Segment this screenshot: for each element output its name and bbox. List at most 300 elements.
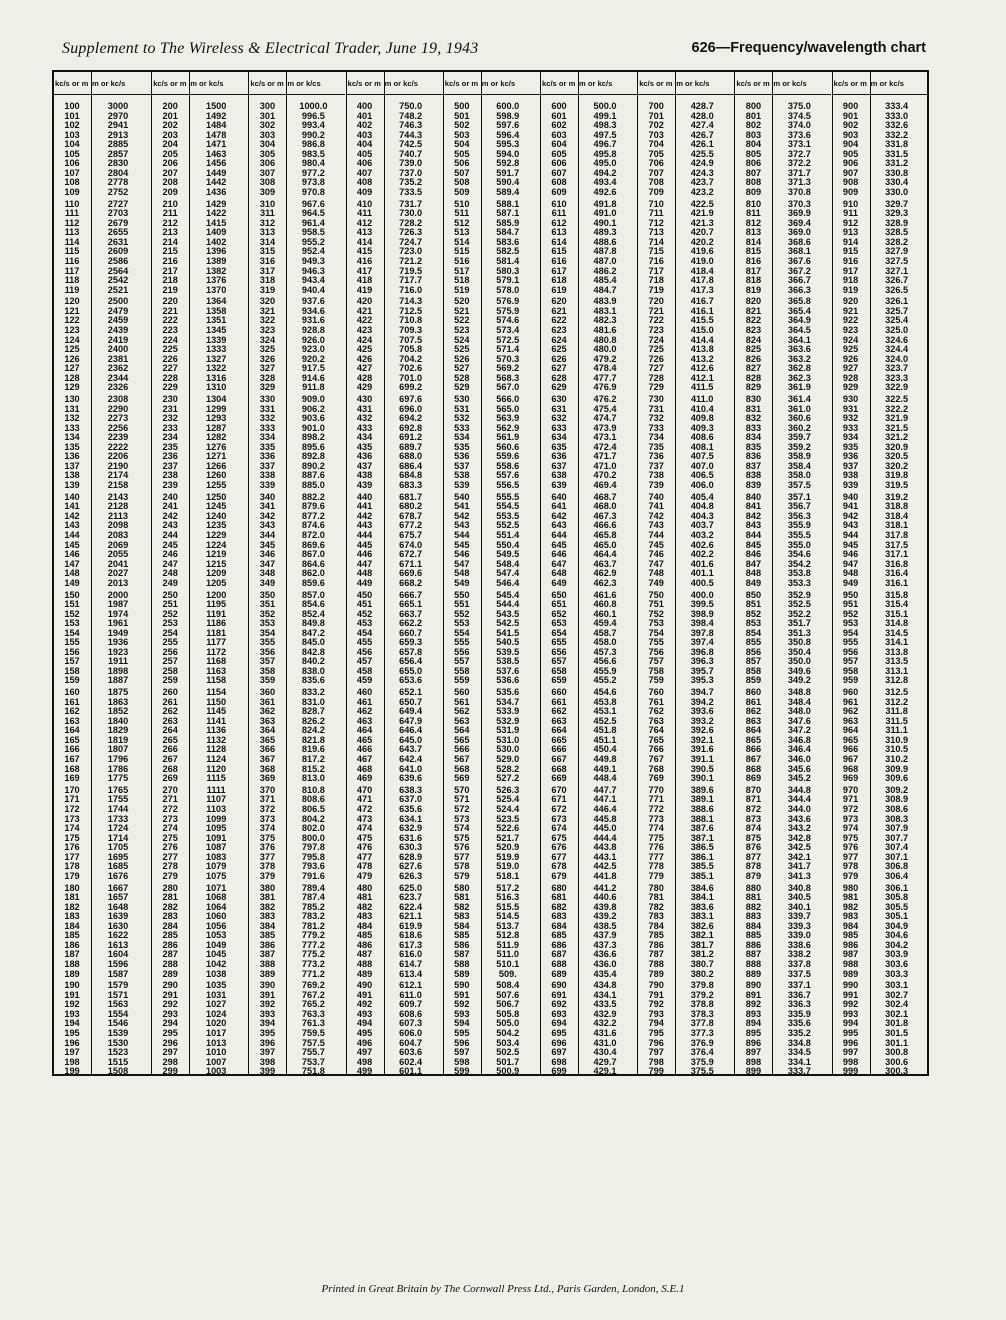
wavelength-value: 1775	[107, 773, 129, 784]
wavelength-value: 444.4	[593, 832, 617, 843]
frequency-value: 346	[259, 549, 276, 560]
frequency-value: 662	[551, 706, 567, 717]
wavelength-value: 312.2	[885, 696, 909, 707]
wavelength-value: 425.5	[690, 148, 714, 159]
table-row	[347, 872, 443, 882]
wavelength-value: 363.6	[787, 344, 811, 355]
frequency-value: 325	[259, 344, 276, 355]
frequency-value: 300	[259, 101, 276, 111]
frequency-value: 678	[551, 861, 567, 872]
frequency-value: 879	[745, 870, 762, 881]
frequency-value: 789	[648, 968, 664, 979]
frequency-value: 797	[648, 1047, 664, 1058]
frequency-value: 630	[551, 394, 567, 405]
wavelength-value: 660.7	[399, 627, 423, 638]
wavelength-value: 539.5	[496, 646, 520, 657]
wavelength-value: 892.8	[301, 451, 325, 462]
frequency-value: 474	[356, 823, 373, 834]
wavelength-value: 451.8	[593, 725, 617, 736]
wavelength-value: 1358	[205, 305, 227, 316]
wavelength-value: 618.6	[399, 930, 423, 941]
frequency-value: 549	[454, 577, 470, 588]
frequency-value: 101	[64, 110, 80, 121]
frequency-value: 614	[551, 236, 567, 247]
wavelength-value: 744.3	[399, 129, 423, 140]
wavelength-value: 1128	[206, 744, 227, 755]
frequency-value: 696	[551, 1037, 567, 1048]
column-header	[638, 72, 734, 95]
wavelength-value: 403.2	[690, 529, 714, 540]
table-row	[638, 872, 734, 882]
wavelength-value: 560.6	[496, 441, 520, 452]
frequency-value: 123	[64, 325, 80, 336]
wavelength-value: 453.1	[593, 706, 617, 717]
frequency-value: 257	[162, 656, 178, 667]
wavelength-value: 430.4	[593, 1047, 617, 1058]
frequency-value: 616	[551, 255, 567, 266]
frequency-value: 500	[454, 101, 470, 111]
wavelength-value: 501.7	[496, 1056, 520, 1067]
frequency-value: 557	[454, 656, 470, 667]
wavelength-value: 550.4	[496, 539, 520, 550]
frequency-value: 900	[842, 101, 859, 111]
frequency-value: 590	[454, 980, 470, 991]
wavelength-value: 1887	[107, 675, 129, 686]
wavelength-value: 488.6	[593, 236, 617, 247]
wavelength-value: 357.5	[787, 480, 811, 491]
frequency-value: 575	[454, 832, 470, 843]
wavelength-value: 737.0	[399, 167, 423, 178]
wavelength-value: 567.0	[496, 382, 520, 393]
wavelength-value: 769.2	[301, 980, 325, 991]
wavelength-value: 321.9	[885, 413, 909, 424]
wavelength-value: 477.7	[593, 372, 617, 383]
frequency-value: 814	[745, 236, 762, 247]
wavelength-value: 475.4	[593, 403, 617, 414]
wavelength-value: 592.8	[496, 158, 520, 169]
frequency-value: 303	[259, 129, 276, 140]
wavelength-value: 396.3	[690, 656, 714, 667]
wavelength-value: 717.7	[399, 275, 423, 286]
wavelength-value: 1539	[107, 1028, 129, 1039]
frequency-value: 304	[259, 139, 276, 150]
wavelength-value: 340.8	[787, 882, 811, 893]
wavelength-value: 594.0	[496, 148, 520, 159]
wavelength-value: 407.5	[690, 451, 714, 462]
wavelength-value: 1530	[107, 1037, 129, 1048]
frequency-value: 632	[551, 413, 567, 424]
frequency-value: 560	[454, 687, 470, 698]
frequency-value: 807	[745, 167, 762, 178]
frequency-value: 136	[64, 451, 80, 462]
frequency-value: 521	[454, 305, 470, 316]
table-row	[541, 676, 637, 686]
frequency-value: 141	[64, 501, 80, 512]
wavelength-value: 2778	[107, 177, 129, 188]
wavelength-value: 417.8	[690, 275, 714, 286]
frequency-value: 547	[454, 558, 470, 569]
table-row	[833, 481, 929, 491]
wavelength-value: 503.4	[496, 1037, 520, 1048]
wavelength-value: 324.4	[885, 344, 909, 355]
header-label-m-or-kcs: m or kc/s	[579, 79, 613, 88]
frequency-value: 804	[745, 139, 762, 150]
wavelength-value: 777.2	[301, 939, 325, 950]
frequency-value: 250	[162, 589, 178, 600]
header-label-m-or-kcs: m or kc/s	[92, 79, 126, 88]
wavelength-value: 364.1	[787, 334, 811, 345]
wavelength-value: 874.6	[301, 520, 325, 531]
wavelength-value: 1000.0	[299, 101, 328, 111]
frequency-value: 761	[648, 696, 664, 707]
header-label-kcs-or-m: kc/s or m	[833, 79, 867, 88]
wavelength-value: 303.9	[885, 949, 909, 960]
wavelength-value: 781.2	[301, 920, 325, 931]
frequency-value: 468	[356, 763, 373, 774]
wavelength-value: 1863	[107, 696, 129, 707]
frequency-value: 794	[648, 1018, 664, 1029]
wavelength-value: 1786	[107, 763, 129, 774]
wavelength-value: 452.5	[593, 715, 617, 726]
frequency-value: 435	[356, 441, 373, 452]
frequency-value: 128	[64, 372, 80, 383]
frequency-value: 964	[842, 725, 859, 736]
wavelength-value: 439.2	[593, 911, 617, 922]
wavelength-value: 348.8	[787, 687, 811, 698]
table-row	[152, 481, 248, 491]
table-row	[541, 383, 637, 393]
frequency-value: 196	[64, 1037, 80, 1048]
wavelength-value: 340.5	[787, 892, 811, 903]
frequency-value: 121	[64, 305, 80, 316]
frequency-value: 331	[259, 403, 276, 414]
frequency-value: 646	[551, 549, 567, 560]
frequency-value: 151	[64, 599, 80, 610]
frequency-value: 593	[454, 1008, 470, 1019]
wavelength-value: 557.6	[496, 470, 520, 481]
wavelength-value: 755.7	[301, 1047, 325, 1058]
frequency-value: 757	[648, 656, 664, 667]
row-group	[54, 493, 151, 588]
wavelength-value: 300.6	[885, 1056, 909, 1067]
frequency-value: 514	[454, 236, 470, 247]
column-block-4	[346, 72, 443, 1077]
frequency-value: 931	[842, 403, 859, 414]
wavelength-value: 793.6	[301, 861, 325, 872]
wavelength-value: 306.1	[885, 882, 909, 893]
row-group	[152, 688, 248, 783]
wavelength-value: 403.7	[690, 520, 714, 531]
frequency-value: 473	[356, 813, 373, 824]
frequency-value: 611	[551, 208, 567, 219]
frequency-value: 195	[64, 1028, 80, 1039]
frequency-value: 594	[454, 1018, 470, 1029]
frequency-value: 546	[454, 549, 470, 560]
wavelength-value: 1229	[205, 529, 227, 540]
frequency-value: 884	[745, 920, 762, 931]
wavelength-value: 464.4	[593, 549, 617, 560]
wavelength-value: 596.4	[496, 129, 520, 140]
table-row	[638, 383, 734, 393]
frequency-value: 713	[648, 227, 664, 238]
frequency-value: 509	[454, 186, 470, 197]
frequency-value: 902	[842, 120, 859, 131]
wavelength-value: 502.5	[496, 1047, 520, 1058]
wavelength-value: 632.9	[399, 823, 423, 834]
wavelength-value: 369.9	[787, 208, 811, 219]
wavelength-value: 634.1	[399, 813, 423, 824]
wavelength-value: 1936	[107, 637, 129, 648]
frequency-value: 450	[356, 589, 373, 600]
wavelength-value: 374.0	[787, 120, 811, 131]
wavelength-value: 581.4	[496, 255, 520, 266]
frequency-value: 441	[356, 501, 373, 512]
frequency-value: 963	[842, 715, 859, 726]
wavelength-value: 544.4	[496, 599, 520, 610]
wavelength-value: 325.0	[885, 325, 909, 336]
frequency-value: 720	[648, 296, 664, 307]
wavelength-value: 1310	[205, 382, 227, 393]
wavelength-value: 1523	[107, 1047, 129, 1058]
wavelength-value: 344.0	[787, 803, 811, 814]
frequency-value: 693	[551, 1008, 567, 1019]
table-row	[638, 774, 734, 784]
frequency-value: 574	[454, 823, 470, 834]
frequency-value: 855	[745, 637, 762, 648]
row-group	[638, 688, 734, 783]
frequency-value: 897	[745, 1047, 762, 1058]
frequency-value: 684	[551, 920, 567, 931]
frequency-value: 139	[64, 480, 80, 491]
wavelength-value: 351.3	[787, 627, 811, 638]
frequency-value: 227	[162, 363, 178, 374]
frequency-value: 146	[64, 549, 80, 560]
row-group	[152, 102, 248, 197]
wavelength-value: 546.4	[496, 577, 520, 588]
wavelength-value: 323.3	[885, 372, 909, 383]
frequency-value: 343	[259, 520, 276, 531]
frequency-value: 603	[551, 129, 567, 140]
wavelength-value: 508.4	[496, 980, 520, 991]
wavelength-value: 1508	[107, 1066, 129, 1077]
wavelength-value: 1304	[205, 394, 227, 405]
frequency-value: 661	[551, 696, 567, 707]
wavelength-value: 414.4	[690, 334, 714, 345]
wavelength-value: 1200	[205, 589, 227, 600]
frequency-value: 255	[162, 637, 178, 648]
wavelength-value: 423.7	[690, 177, 714, 188]
frequency-value: 999	[842, 1066, 859, 1077]
frequency-value: 294	[162, 1018, 178, 1029]
frequency-value: 518	[454, 275, 470, 286]
wavelength-value: 376.9	[690, 1037, 714, 1048]
frequency-value: 335	[259, 441, 276, 452]
wavelength-value: 1714	[107, 832, 129, 843]
frequency-value: 652	[551, 608, 567, 619]
frequency-value: 363	[259, 715, 276, 726]
frequency-value: 442	[356, 510, 373, 521]
wavelength-value: 909.0	[301, 394, 325, 405]
wavelength-value: 1327	[205, 353, 227, 364]
frequency-value: 282	[162, 901, 178, 912]
table-row	[54, 970, 151, 980]
frequency-value: 278	[162, 861, 178, 872]
wavelength-value: 697.6	[399, 394, 423, 405]
frequency-value: 251	[162, 599, 178, 610]
frequency-value: 507	[454, 167, 470, 178]
wavelength-value: 1563	[107, 999, 129, 1010]
frequency-value: 515	[454, 246, 470, 257]
frequency-value: 273	[162, 813, 178, 824]
frequency-value: 487	[356, 949, 373, 960]
frequency-value: 439	[356, 480, 373, 491]
wavelength-value: 479.2	[593, 353, 617, 364]
wavelength-value: 362.3	[787, 372, 811, 383]
wavelength-value: 423.2	[690, 186, 714, 197]
frequency-value: 393	[259, 1008, 276, 1019]
frequency-value: 972	[842, 803, 859, 814]
frequency-value: 464	[356, 725, 373, 736]
frequency-value: 826	[745, 353, 762, 364]
wavelength-value: 531.0	[496, 734, 520, 745]
wavelength-value: 821.8	[301, 734, 325, 745]
frequency-value: 244	[162, 529, 178, 540]
wavelength-value: 623.7	[399, 892, 423, 903]
frequency-value: 130	[64, 394, 80, 405]
frequency-value: 406	[356, 158, 373, 169]
wavelength-value: 334.5	[787, 1047, 811, 1058]
frequency-value: 164	[64, 725, 80, 736]
wavelength-value: 366.7	[787, 275, 811, 286]
wavelength-value: 622.4	[399, 901, 423, 912]
row-group	[152, 297, 248, 392]
frequency-value: 143	[64, 520, 80, 531]
column-block-3	[248, 72, 345, 1077]
frequency-value: 246	[162, 549, 178, 560]
wavelength-value: 556.5	[496, 480, 520, 491]
wavelength-value: 458.7	[593, 627, 617, 638]
frequency-value: 592	[454, 999, 470, 1010]
frequency-value: 422	[356, 315, 373, 326]
wavelength-value: 1613	[107, 939, 129, 950]
wavelength-value: 320.5	[885, 451, 909, 462]
frequency-value: 497	[356, 1047, 373, 1058]
wavelength-value: 307.4	[885, 842, 909, 853]
wavelength-value: 346.4	[787, 744, 811, 755]
frequency-value: 483	[356, 911, 373, 922]
table-row	[347, 1067, 443, 1077]
frequency-value: 558	[454, 665, 470, 676]
wavelength-value: 1024	[205, 1008, 227, 1019]
wavelength-value: 329.7	[885, 198, 909, 209]
wavelength-value: 2098	[107, 520, 129, 531]
wavelength-value: 456.6	[593, 656, 617, 667]
frequency-value: 401	[356, 110, 373, 121]
frequency-value: 395	[259, 1028, 276, 1039]
wavelength-value: 445.0	[593, 823, 617, 834]
frequency-value: 627	[551, 363, 567, 374]
frequency-value: 254	[162, 627, 178, 638]
frequency-value: 185	[64, 930, 80, 941]
wavelength-value: 327.9	[885, 246, 909, 257]
frequency-value: 258	[162, 665, 178, 676]
wavelength-value: 704.2	[399, 353, 423, 364]
frequency-value: 387	[259, 949, 276, 960]
wavelength-value: 763.3	[301, 1008, 325, 1019]
frequency-value: 338	[259, 470, 276, 481]
wavelength-value: 398.9	[690, 608, 714, 619]
frequency-value: 806	[745, 158, 762, 169]
frequency-value: 226	[162, 353, 178, 364]
frequency-value: 615	[551, 246, 567, 257]
column-block-9	[832, 72, 929, 1077]
wavelength-value: 453.8	[593, 696, 617, 707]
wavelength-value: 421.9	[690, 208, 714, 219]
frequency-value: 562	[454, 706, 470, 717]
table-row	[249, 872, 345, 882]
wavelength-value: 445.8	[593, 813, 617, 824]
frequency-value: 984	[842, 920, 859, 931]
row-group	[541, 297, 637, 392]
wavelength-value: 555.5	[496, 491, 520, 502]
frequency-value: 938	[842, 470, 859, 481]
frequency-value: 612	[551, 217, 567, 228]
wavelength-value: 426.1	[690, 139, 714, 150]
wavelength-value: 1442	[205, 177, 227, 188]
wavelength-value: 491.8	[593, 198, 617, 209]
wavelength-value: 530.0	[496, 744, 520, 755]
frequency-value: 314	[259, 236, 276, 247]
row-group	[347, 102, 443, 197]
frequency-value: 844	[745, 529, 762, 540]
wavelength-value: 460.1	[593, 608, 617, 619]
wavelength-value: 833.2	[301, 687, 325, 698]
frequency-value: 760	[648, 687, 664, 698]
wavelength-value: 1158	[206, 675, 227, 686]
frequency-value: 190	[64, 980, 80, 991]
wavelength-value: 1115	[206, 773, 226, 784]
wavelength-value: 1409	[205, 227, 227, 238]
header-label-kcs-or-m: kc/s or m	[55, 79, 89, 88]
frequency-value: 631	[551, 403, 567, 414]
frequency-value: 289	[162, 968, 178, 979]
wavelength-value: 638.3	[399, 784, 423, 795]
frequency-value: 667	[551, 754, 567, 765]
table-row	[833, 970, 929, 980]
wavelength-value: 2222	[107, 441, 129, 452]
wavelength-value: 1103	[206, 803, 227, 814]
frequency-value: 943	[842, 520, 859, 531]
wavelength-value: 384.1	[690, 892, 714, 903]
frequency-value: 161	[64, 696, 80, 707]
wavelength-value: 911.8	[302, 382, 325, 393]
column-header	[833, 72, 929, 95]
frequency-value: 949	[842, 577, 859, 588]
wavelength-value: 465.8	[593, 529, 617, 540]
header-label-m-or-kcs: m or k/cs	[287, 79, 321, 88]
frequency-value: 881	[745, 892, 762, 903]
wavelength-value: 419.0	[690, 255, 714, 266]
frequency-value: 477	[356, 851, 373, 862]
wavelength-value: 746.3	[399, 120, 423, 131]
wavelength-value: 382.1	[690, 930, 714, 941]
frequency-value: 429	[356, 382, 373, 393]
wavelength-value: 1587	[107, 968, 129, 979]
wavelength-value: 1639	[107, 911, 129, 922]
wavelength-value: 2459	[107, 315, 129, 326]
frequency-value: 957	[842, 656, 859, 667]
wavelength-value: 496.7	[593, 139, 617, 150]
